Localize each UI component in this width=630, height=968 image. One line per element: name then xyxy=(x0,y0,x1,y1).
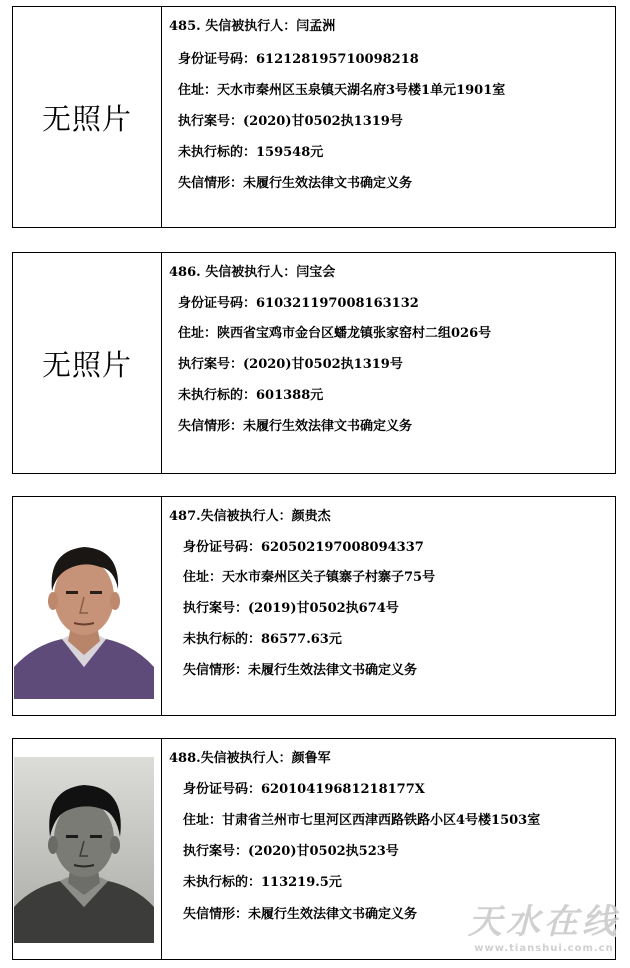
unexecuted-amount: 未执行标的：113219.5元 xyxy=(183,875,342,890)
address: 住址：天水市秦州区玉泉镇天湖名府3号楼1单元1901室 xyxy=(178,83,506,98)
record-title: 486. 失信被执行人：闫宝会 xyxy=(169,265,336,280)
address: 住址：天水市秦州区关子镇寨子村寨子75号 xyxy=(183,570,436,585)
unexecuted-amount: 未执行标的：601388元 xyxy=(178,388,324,403)
case-number: 执行案号：(2019)甘0502执674号 xyxy=(183,601,399,616)
default-status: 失信情形：未履行生效法律文书确定义务 xyxy=(183,907,418,922)
unexecuted-amount: 未执行标的：159548元 xyxy=(178,145,324,160)
default-status: 失信情形：未履行生效法律文书确定义务 xyxy=(178,419,413,434)
photo-placeholder xyxy=(13,253,162,473)
watermark-url: www.tianshui.com.cn xyxy=(474,943,614,954)
photo-cell xyxy=(13,739,162,959)
id-number: 身份证号码：620502197008094337 xyxy=(183,540,424,555)
id-number: 身份证号码：610321197008163132 xyxy=(178,296,419,311)
portrait-photo xyxy=(14,757,154,943)
address: 住址：甘肃省兰州市七里河区西津西路铁路小区4号楼1503室 xyxy=(183,813,541,828)
record-card-487 xyxy=(12,496,616,716)
record-title: 485. 失信被执行人：闫孟洲 xyxy=(169,19,336,34)
photo-placeholder xyxy=(13,7,162,227)
watermark-logo-text: 天水在线 xyxy=(468,902,620,942)
record-title: 488.失信被执行人：颜鲁军 xyxy=(169,751,331,766)
portrait-photo xyxy=(14,517,154,699)
id-number: 身份证号码：612128195710098218 xyxy=(178,52,419,67)
photo-cell xyxy=(13,497,162,715)
site-watermark xyxy=(468,894,620,954)
record-title: 487.失信被执行人：颜贵杰 xyxy=(169,509,331,524)
default-status: 失信情形：未履行生效法律文书确定义务 xyxy=(183,663,418,678)
default-status: 失信情形：未履行生效法律文书确定义务 xyxy=(178,176,413,191)
unexecuted-amount: 未执行标的：86577.63元 xyxy=(183,632,342,647)
record-card-485 xyxy=(12,6,616,228)
id-number: 身份证号码：62010419681218177X xyxy=(183,782,425,797)
record-card-486 xyxy=(12,252,616,474)
case-number: 执行案号：(2020)甘0502执1319号 xyxy=(178,357,403,372)
case-number: 执行案号：(2020)甘0502执523号 xyxy=(183,844,399,859)
no-photo-label: 无照片 xyxy=(41,347,132,382)
no-photo-label: 无照片 xyxy=(41,101,132,136)
address: 住址：陕西省宝鸡市金台区蟠龙镇张家窑村二组026号 xyxy=(178,326,492,341)
case-number: 执行案号：(2020)甘0502执1319号 xyxy=(178,114,403,129)
